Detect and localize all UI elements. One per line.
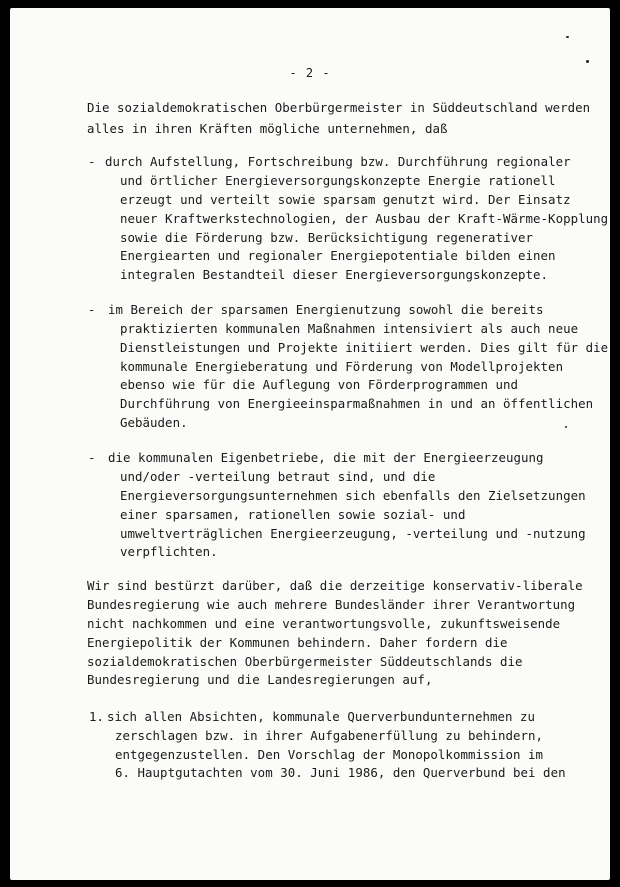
bullet-1-line: neuer Kraftwerkstechnologien, der Ausbau der Kraft-Wärme-Kopplung bbox=[120, 211, 609, 226]
bullet-3-line: verpflichten. bbox=[120, 544, 218, 559]
numbered-line: zerschlagen bzw. in ihrer Aufgabenerfüllung zu behindern, bbox=[115, 728, 544, 743]
paragraph-line: Bundesregierung wie auch mehrere Bundesländer ihrer Verantwortung bbox=[87, 597, 576, 612]
bullet-2-line: Gebäuden. bbox=[120, 415, 188, 430]
scan-speck bbox=[566, 36, 569, 38]
bullet-2-line: Durchführung von Energieeinsparmaßnahmen in und an öffentlichen bbox=[120, 396, 594, 411]
paragraph-line: nicht nachkommen und eine verantwortungsvolle, zukunftsweisende bbox=[87, 616, 561, 631]
paragraph-line: sozialdemokratischen Oberbürgermeister Süddeutschlands die bbox=[87, 654, 523, 669]
bullet-3-line: die kommunalen Eigenbetriebe, die mit der Energieerzeugung bbox=[108, 450, 544, 465]
bullet-3-line: Energieversorgungsunternehmen sich ebenfalls den Zielsetzungen bbox=[120, 488, 586, 503]
bullet-1-line: und örtlicher Energieversorgungskonzepte Energie rationell bbox=[120, 173, 556, 188]
bullet-dash: - bbox=[88, 154, 96, 169]
intro-line: Die sozialdemokratischen Oberbürgermeister in Süddeutschland werden bbox=[87, 100, 591, 115]
numbered-line: sich allen Absichten, kommunale Querverbundunternehmen zu bbox=[107, 709, 536, 724]
bullet-1-line: sowie die Förderung bzw. Berücksichtigung regenerativer bbox=[120, 230, 534, 245]
bullet-3-line: umweltverträglichen Energieerzeugung, -verteilung und -nutzung bbox=[120, 526, 586, 541]
bullet-dash: - bbox=[88, 302, 96, 317]
bullet-dash: - bbox=[88, 450, 96, 465]
bullet-2-line: praktizierten kommunalen Maßnahmen intensiviert als auch neue bbox=[120, 321, 579, 336]
bullet-2-line: im Bereich der sparsamen Energienutzung sowohl die bereits bbox=[108, 302, 544, 317]
numbered-line: entgegenzustellen. Den Vorschlag der Monopolkommission im bbox=[115, 747, 544, 762]
bullet-3-line: und/oder -verteilung betraut sind, und die bbox=[120, 469, 436, 484]
page-number: - 2 - bbox=[289, 66, 331, 80]
paragraph-line: Wir sind bestürzt darüber, daß die derzeitige konservativ-liberale bbox=[87, 578, 583, 593]
document-page bbox=[10, 8, 610, 880]
bullet-1-line: integralen Bestandteil dieser Energieversorgungskonzepte. bbox=[120, 267, 549, 282]
bullet-2-line: ebenso wie für die Auflegung von Förderprogrammen und bbox=[120, 377, 519, 392]
scan-speck bbox=[565, 426, 567, 428]
paragraph-line: Bundesregierung und die Landesregierungen auf, bbox=[87, 672, 433, 687]
numbered-line: 6. Hauptgutachten vom 30. Juni 1986, den Querverbund bei den bbox=[115, 765, 566, 780]
intro-line: alles in ihren Kräften mögliche unternehmen, daß bbox=[87, 121, 448, 136]
bullet-1-line: durch Aufstellung, Fortschreibung bzw. Durchführung regionaler bbox=[105, 154, 571, 169]
bullet-3-line: einer sparsamen, rationellen sowie sozial- und bbox=[120, 507, 466, 522]
scan-speck bbox=[586, 60, 589, 63]
bullet-2-line: kommunale Energieberatung und Förderung von Modellprojekten bbox=[120, 359, 564, 374]
bullet-1-line: Energiearten und regionaler Energiepotentiale bilden einen bbox=[120, 248, 556, 263]
bullet-2-line: Dienstleistungen und Projekte initiiert werden. Dies gilt für die bbox=[120, 340, 609, 355]
numbered-marker: 1. bbox=[89, 709, 104, 724]
paragraph-line: Energiepolitik der Kommunen behindern. Daher fordern die bbox=[87, 635, 508, 650]
bullet-1-line: erzeugt und verteilt sowie sparsam genutzt wird. Der Einsatz bbox=[120, 192, 571, 207]
